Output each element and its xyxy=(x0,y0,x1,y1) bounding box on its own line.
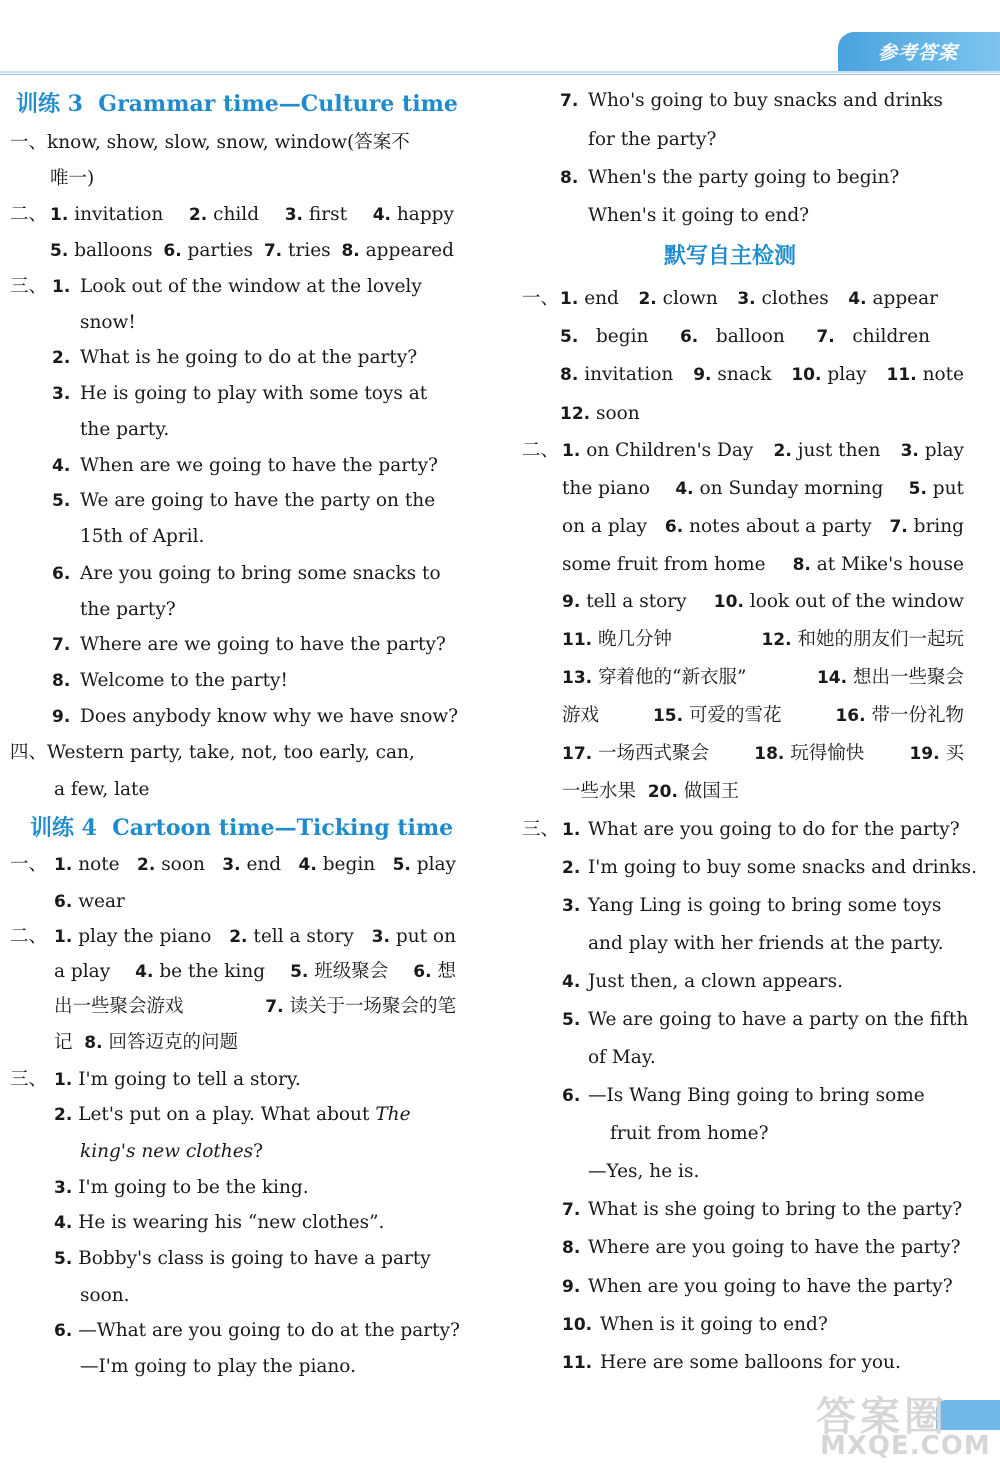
s3-p3-item-4-line1: When are we going to have the party? xyxy=(80,455,438,476)
s3-p3-item-6-num: 6. xyxy=(52,564,71,584)
s5-p2-line7 xyxy=(562,666,964,690)
header-tab xyxy=(838,32,1000,72)
answer-item: 10. look out of the window xyxy=(713,591,964,612)
r-top-item-7-line2: for the party? xyxy=(588,129,717,150)
section-4-heading xyxy=(30,816,453,840)
answer-item: 11. 晚几分钟 xyxy=(562,629,673,650)
section-5-heading: 默写自主检测 xyxy=(664,244,797,269)
s4-p3-item-5: 5. Bobby's class is going to have a party xyxy=(54,1248,431,1269)
s5-p3-item-1-num: 1. xyxy=(562,820,581,840)
answer-item: 18. 玩得愉快 xyxy=(754,743,865,764)
s4-p2-line3 xyxy=(54,995,456,1019)
s5-p3-item-4-num: 4. xyxy=(562,972,581,992)
answer-item: 5. begin xyxy=(560,326,649,347)
s5-p3-item-8-num: 8. xyxy=(562,1238,581,1258)
s4-p2-line4: 记 8. 回答迈克的问题 xyxy=(54,1032,238,1053)
answer-item: 游戏 xyxy=(562,705,600,726)
s5-p3-item-9-num: 9. xyxy=(562,1277,581,1297)
s5-p2-line3 xyxy=(562,515,964,539)
s3-p1-line1: 一、know, show, slow, snow, window(答案不 xyxy=(10,132,410,153)
answer-item: 1. on Children's Day xyxy=(562,440,754,461)
s5-p2-line9 xyxy=(562,742,964,766)
s5-p3-item-10-line1: When is it going to end? xyxy=(600,1314,828,1335)
s5-p3-item-5-line1: We are going to have a party on the fifth xyxy=(588,1009,969,1030)
s5-p3-item-7-line1: What is she going to bring to the party? xyxy=(588,1199,963,1220)
s4-p3-item-6-line2: —I'm going to play the piano. xyxy=(80,1356,357,1377)
answer-item: 6. notes about a party xyxy=(664,516,872,537)
section-4-prefix: 训练 4 xyxy=(30,815,97,841)
s3-p3-item-3-line2: the party. xyxy=(80,419,170,440)
s5-p3-item-6-line1: —Is Wang Bing going to bring some xyxy=(588,1085,925,1106)
s5-p3-item-11-line1: Here are some balloons for you. xyxy=(600,1352,901,1373)
answer-item: 8. appeared xyxy=(341,240,454,261)
section-3-title: Grammar time—Culture time xyxy=(98,91,458,117)
answer-item: 9. tell a story xyxy=(562,591,687,612)
s3-p3-item-4-num: 4. xyxy=(52,456,71,476)
answer-item: 3. end xyxy=(222,854,282,875)
section-4-title: Cartoon time—Ticking time xyxy=(112,815,454,841)
answer-item: 5. play xyxy=(392,854,456,875)
s5-p3-item-6-num: 6. xyxy=(562,1086,581,1106)
s3-p1-line2: 唯一) xyxy=(50,168,95,189)
s3-p3-item-5-line1: We are going to have the party on the xyxy=(80,490,436,511)
s3-p3-item-7-num: 7. xyxy=(52,635,71,655)
answer-item: 4. happy xyxy=(372,204,454,225)
s3-p2-row2 xyxy=(50,239,454,263)
answer-item: 6. 想 xyxy=(413,961,456,982)
answer-item: 1. play the piano xyxy=(54,926,212,947)
s4-p3-item-3: 3. I'm going to be the king. xyxy=(54,1177,309,1198)
s4-p3-item-1: 1. I'm going to tell a story. xyxy=(54,1069,301,1090)
s3-p3-item-5-line2: 15th of April. xyxy=(80,526,205,547)
s4-p1-row1 xyxy=(54,853,456,877)
answer-item: 3. first xyxy=(284,204,348,225)
answer-item: 2. just then xyxy=(773,440,881,461)
s4-p3-item-6: 6. —What are you going to do at the party? xyxy=(54,1320,460,1341)
answer-item: 4. begin xyxy=(298,854,376,875)
answer-item: 4. be the king xyxy=(135,961,266,982)
s5-p2-label: 二、 xyxy=(522,440,560,461)
s5-p3-item-8-line1: Where are you going to have the party? xyxy=(588,1237,961,1258)
answer-item: 7. 读关于一场聚会的笔 xyxy=(265,996,456,1017)
s4-p3-label: 三、 xyxy=(10,1069,48,1090)
s3-p2-row1 xyxy=(50,203,454,227)
answer-item: a play xyxy=(54,961,111,982)
s5-p3-item-7-num: 7. xyxy=(562,1200,581,1220)
s3-p3-item-6-line1: Are you going to bring some snacks to xyxy=(80,563,441,584)
answer-item: 8. at Mike's house xyxy=(792,554,964,575)
answer-item: 6. balloon xyxy=(679,326,785,347)
s3-p3-label: 三、 xyxy=(10,276,48,297)
answer-item: 2. soon xyxy=(137,854,205,875)
s3-p2-label: 二、 xyxy=(10,204,48,225)
s3-p3-item-2-line1: What is he going to do at the party? xyxy=(80,347,418,368)
answer-item: 2. child xyxy=(188,204,260,225)
answer-item: 1. note xyxy=(54,854,120,875)
answer-item: 3. put on xyxy=(371,926,456,947)
s3-p3-item-9-num: 9. xyxy=(52,707,71,727)
answer-item: 3. clothes xyxy=(737,288,829,309)
s4-p3-item-2: 2. Let's put on a play. What about The xyxy=(54,1104,411,1125)
answer-item: 11. note xyxy=(886,364,964,385)
s5-p3-item-9-line1: When are you going to have the party? xyxy=(588,1276,953,1297)
s5-p3-item-3-line1: Yang Ling is going to bring some toys xyxy=(588,895,942,916)
s5-p2-line4 xyxy=(562,553,964,577)
answer-item: 12. 和她的朋友们一起玩 xyxy=(761,629,964,650)
answer-item: 19. 买 xyxy=(909,743,964,764)
s5-p2-line8 xyxy=(562,704,964,728)
s5-p2-line6 xyxy=(562,628,964,652)
answer-item: 15. 可爱的雪花 xyxy=(652,705,782,726)
answer-item: 1. end xyxy=(560,288,619,309)
s5-p2-line1 xyxy=(562,439,964,463)
s5-p3-item-3-line2: and play with her friends at the party. xyxy=(588,933,944,954)
s3-p4-line2: a few, late xyxy=(54,779,150,800)
answer-item: 出一些聚会游戏 xyxy=(54,996,184,1017)
r-top-item-8-num: 8. xyxy=(560,168,579,188)
r-top-item-7-num: 7. xyxy=(560,91,579,111)
s5-p3-item-11-num: 11. xyxy=(562,1353,593,1373)
answer-item: 8. invitation xyxy=(560,364,674,385)
s5-p3-item-3-num: 3. xyxy=(562,896,581,916)
answer-item: 7. children xyxy=(816,326,930,347)
s3-p3-item-8-num: 8. xyxy=(52,671,71,691)
s5-p3-item-2-num: 2. xyxy=(562,858,581,878)
answer-item: 16. 带一份礼物 xyxy=(835,705,964,726)
s5-p1-label: 一、 xyxy=(522,288,560,309)
s5-p1-row3 xyxy=(560,363,964,387)
answer-item: 2. tell a story xyxy=(229,926,354,947)
answer-item: 4. on Sunday morning xyxy=(675,478,884,499)
s5-p2-line10: 一些水果 20. 做国王 xyxy=(562,781,740,802)
answer-item: 13. 穿着他的“新衣服” xyxy=(562,667,747,688)
s4-p2-line2 xyxy=(54,960,456,984)
s3-p3-item-2-num: 2. xyxy=(52,348,71,368)
s3-p3-item-1-num: 1. xyxy=(52,277,71,297)
s3-p3-item-8-line1: Welcome to the party! xyxy=(80,670,288,691)
s5-p3-item-5-num: 5. xyxy=(562,1010,581,1030)
header-tab-label: 参考答案 xyxy=(878,42,959,64)
answer-item: 10. play xyxy=(791,364,867,385)
top-rule xyxy=(0,71,1000,73)
answer-item: some fruit from home xyxy=(562,554,766,575)
answer-item: 9. snack xyxy=(693,364,772,385)
s3-p3-item-1-line2: snow! xyxy=(80,312,136,333)
answer-item: the piano xyxy=(562,478,651,499)
answer-item: 4. appear xyxy=(848,288,938,309)
watermark xyxy=(776,1385,1000,1465)
s5-p3-item-5-line2: of May. xyxy=(588,1047,656,1068)
section-3-prefix: 训练 3 xyxy=(16,91,83,117)
s3-p3-item-6-line2: the party? xyxy=(80,599,176,620)
answer-item: on a play xyxy=(562,516,648,537)
s3-p3-item-9-line1: Does anybody know why we have snow? xyxy=(80,706,459,727)
watermark-line1: 答案圈 xyxy=(816,1394,948,1440)
s5-p3-label: 三、 xyxy=(522,819,560,840)
s5-p3-item-2-line1: I'm going to buy some snacks and drinks. xyxy=(588,857,978,878)
s5-p1-row1 xyxy=(560,287,938,311)
watermark-line2: MXQE.COM xyxy=(820,1431,991,1461)
answer-item: 2. clown xyxy=(638,288,718,309)
s4-p3-item-2-line2: king's new clothes? xyxy=(80,1141,264,1162)
s5-p2-line2 xyxy=(562,477,964,501)
s5-p3-item-4-line1: Just then, a clown appears. xyxy=(588,971,843,992)
answer-item: 5. balloons xyxy=(50,240,153,261)
answer-item: 6. parties xyxy=(163,240,254,261)
s5-p1-row2 xyxy=(560,325,930,349)
answer-item: 5. 班级聚会 xyxy=(290,961,389,982)
s3-p3-item-3-num: 3. xyxy=(52,384,71,404)
s4-p1-row2: 6. wear xyxy=(54,891,125,912)
answer-item: 7. tries xyxy=(263,240,331,261)
answer-item: 14. 想出一些聚会 xyxy=(816,667,964,688)
s4-p3-item-4: 4. He is wearing his “new clothes”. xyxy=(54,1212,385,1233)
s4-p1-label: 一、 xyxy=(10,854,48,875)
s3-p3-item-7-line1: Where are we going to have the party? xyxy=(80,634,446,655)
s5-p2-line5 xyxy=(562,590,964,614)
s3-p3-item-5-num: 5. xyxy=(52,491,71,511)
section-3-heading xyxy=(16,92,458,116)
s4-p3-item-5-line2: soon. xyxy=(80,1285,130,1306)
r-top-item-7-line1: Who's going to buy snacks and drinks xyxy=(588,90,943,111)
answer-item: 1. invitation xyxy=(50,204,164,225)
s5-p3-item-1-line1: What are you going to do for the party? xyxy=(588,819,960,840)
r-top-item-8-line2: When's it going to end? xyxy=(588,205,810,226)
s5-p1-row4: 12. soon xyxy=(560,403,640,424)
answer-item: 3. play xyxy=(900,440,964,461)
answer-item: 5. put xyxy=(908,478,964,499)
answer-item: 7. bring xyxy=(889,516,964,537)
s5-p3-item-6-line3: —Yes, he is. xyxy=(588,1161,700,1182)
s3-p3-item-3-line1: He is going to play with some toys at xyxy=(80,383,428,404)
s4-p2-label: 二、 xyxy=(10,926,48,947)
s4-p2-line1 xyxy=(54,925,456,949)
s5-p3-item-10-num: 10. xyxy=(562,1315,593,1335)
r-top-item-8-line1: When's the party going to begin? xyxy=(588,167,900,188)
s3-p4-line1: 四、Western party, take, not, too early, can, xyxy=(10,742,415,763)
s3-p3-item-1-line1: Look out of the window at the lovely xyxy=(80,276,422,297)
s5-p3-item-6-line2: fruit from home? xyxy=(610,1123,769,1144)
answer-item: 17. 一场西式聚会 xyxy=(562,743,710,764)
top-rule-thin xyxy=(0,74,1000,75)
